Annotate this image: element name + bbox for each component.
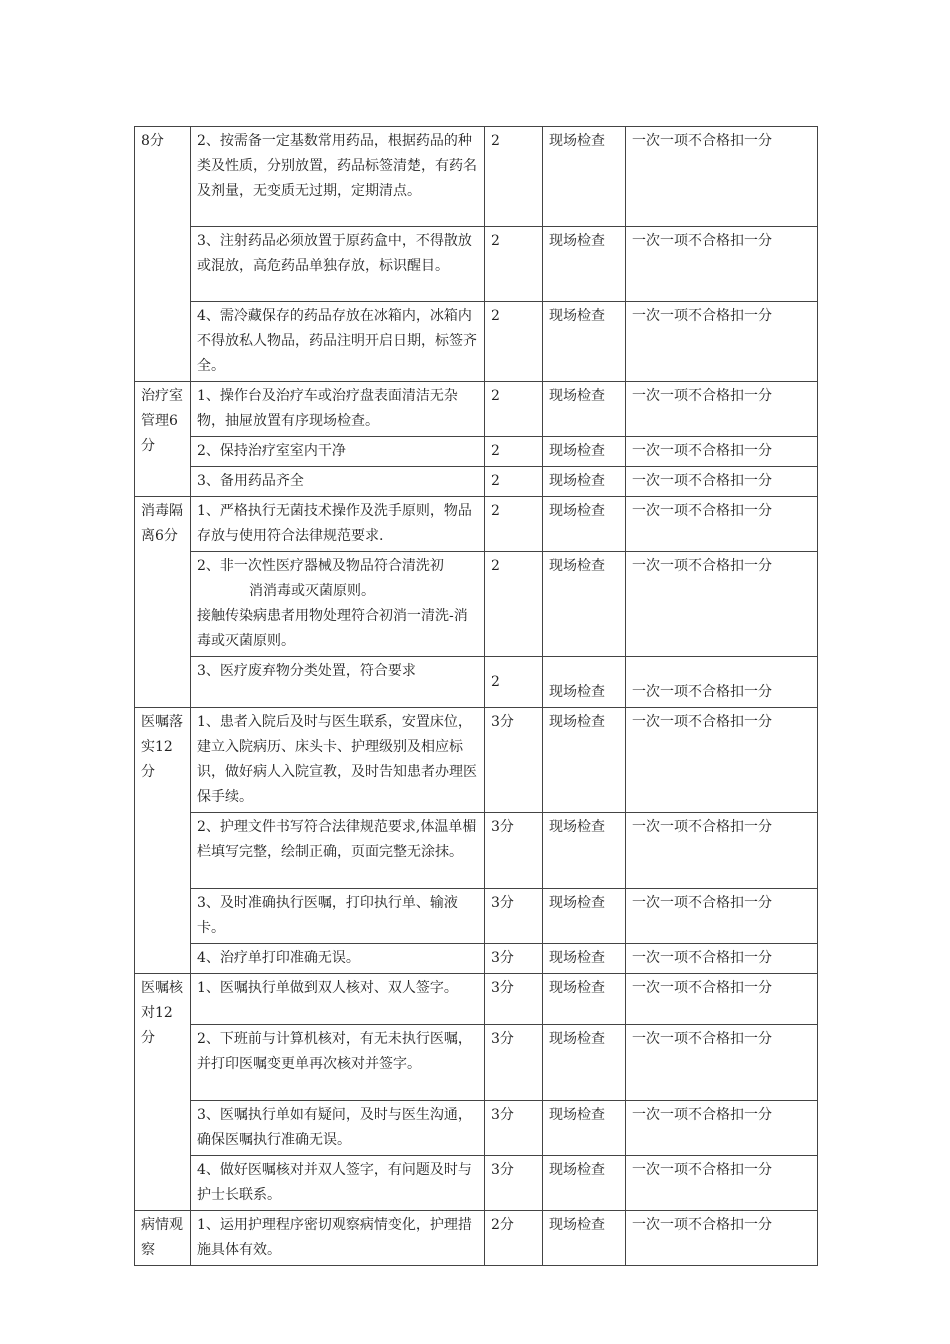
criteria-cell: 2、下班前与计算机核对，有无未执行医嘱，并打印医嘱变更单再次核对并签字。 bbox=[191, 1025, 485, 1101]
criteria-cell: 3、医嘱执行单如有疑问，及时与医生沟通，确保医嘱执行准确无误。 bbox=[191, 1101, 485, 1156]
criteria-cell: 4、治疗单打印准确无误。 bbox=[191, 944, 485, 974]
deduction-cell: 一次一项不合格扣一分 bbox=[626, 889, 818, 944]
method-cell: 现场检查 bbox=[543, 944, 626, 974]
criteria-cell: 1、运用护理程序密切观察病情变化，护理措施具体有效。 bbox=[191, 1211, 485, 1266]
criteria-cell: 3、注射药品必须放置于原药盒中，不得散放或混放，高危药品单独存放，标识醒目。 bbox=[191, 227, 485, 302]
deduction-cell: 一次一项不合格扣一分 bbox=[626, 552, 818, 657]
deduction-cell: 一次一项不合格扣一分 bbox=[626, 497, 818, 552]
method-cell: 现场检查 bbox=[543, 1101, 626, 1156]
criteria-cell bbox=[191, 552, 485, 657]
table-row bbox=[135, 1101, 818, 1156]
deduction-cell: 一次一项不合格扣一分 bbox=[626, 227, 818, 302]
category-cell: 治疗室管理6分 bbox=[135, 382, 191, 497]
method-cell: 现场检查 bbox=[543, 302, 626, 382]
score-cell: 3分 bbox=[485, 1025, 543, 1101]
category-cell: 消毒隔离6分 bbox=[135, 497, 191, 708]
criteria-line: 接触传染病患者用物处理符合初消一清洗-消毒或灭菌原则。 bbox=[197, 608, 468, 649]
method-cell: 现场检查 bbox=[543, 657, 626, 708]
method-cell: 现场检查 bbox=[543, 974, 626, 1025]
deduction-cell: 一次一项不合格扣一分 bbox=[626, 1101, 818, 1156]
category-cell: 病情观察 bbox=[135, 1211, 191, 1266]
score-cell: 3分 bbox=[485, 1156, 543, 1211]
score-cell: 2 bbox=[485, 552, 543, 657]
score-cell: 3分 bbox=[485, 974, 543, 1025]
score-cell: 2 bbox=[485, 657, 543, 708]
table-row bbox=[135, 497, 818, 552]
criteria-cell: 3、及时准确执行医嘱，打印执行单、输液卡。 bbox=[191, 889, 485, 944]
table-row bbox=[135, 708, 818, 813]
table-row bbox=[135, 437, 818, 467]
score-cell: 2 bbox=[485, 127, 543, 227]
criteria-cell: 2、按需备一定基数常用药品，根据药品的种类及性质，分别放置，药品标签清楚，有药名及剂量，无变质无过期，定期清点。 bbox=[191, 127, 485, 227]
method-cell: 现场检查 bbox=[543, 1025, 626, 1101]
deduction-cell: 一次一项不合格扣一分 bbox=[626, 382, 818, 437]
table-row bbox=[135, 552, 818, 657]
deduction-cell: 一次一项不合格扣一分 bbox=[626, 813, 818, 889]
method-cell: 现场检查 bbox=[543, 1156, 626, 1211]
score-cell: 3分 bbox=[485, 944, 543, 974]
score-cell: 2分 bbox=[485, 1211, 543, 1266]
criteria-cell: 2、保持治疗室室内干净 bbox=[191, 437, 485, 467]
deduction-cell: 一次一项不合格扣一分 bbox=[626, 944, 818, 974]
table-row bbox=[135, 1156, 818, 1211]
score-cell: 2 bbox=[485, 497, 543, 552]
criteria-line: 2、非一次性医疗器械及物品符合清洗初 bbox=[197, 558, 444, 574]
score-cell: 3分 bbox=[485, 708, 543, 813]
method-cell: 现场检查 bbox=[543, 437, 626, 467]
method-cell: 现场检查 bbox=[543, 497, 626, 552]
deduction-cell: 一次一项不合格扣一分 bbox=[626, 437, 818, 467]
table-row bbox=[135, 813, 818, 889]
category-cell: 8分 bbox=[135, 127, 191, 382]
criteria-line: 消消毒或灭菌原则。 bbox=[249, 583, 375, 599]
table-row bbox=[135, 657, 818, 708]
score-cell: 2 bbox=[485, 227, 543, 302]
deduction-cell: 一次一项不合格扣一分 bbox=[626, 467, 818, 497]
table-row bbox=[135, 227, 818, 302]
criteria-cell: 3、备用药品齐全 bbox=[191, 467, 485, 497]
criteria-cell: 1、严格执行无菌技术操作及洗手原则，物品存放与使用符合法律规范要求. bbox=[191, 497, 485, 552]
method-cell: 现场检查 bbox=[543, 467, 626, 497]
criteria-cell: 3、医疗废弃物分类处置，符合要求 bbox=[191, 657, 485, 708]
table-row bbox=[135, 302, 818, 382]
evaluation-table bbox=[134, 126, 818, 1266]
method-cell: 现场检查 bbox=[543, 1211, 626, 1266]
table-row bbox=[135, 944, 818, 974]
method-cell: 现场检查 bbox=[543, 227, 626, 302]
table-row bbox=[135, 1025, 818, 1101]
score-cell: 2 bbox=[485, 302, 543, 382]
score-cell: 3分 bbox=[485, 1101, 543, 1156]
score-cell: 2 bbox=[485, 467, 543, 497]
deduction-cell: 一次一项不合格扣一分 bbox=[626, 657, 818, 708]
table-row bbox=[135, 382, 818, 437]
criteria-cell: 1、操作台及治疗车或治疗盘表面清洁无杂物，抽屉放置有序现场检查。 bbox=[191, 382, 485, 437]
table-row bbox=[135, 1211, 818, 1266]
criteria-cell: 4、需冷藏保存的药品存放在冰箱内，冰箱内不得放私人物品，药品注明开启日期，标签齐全。 bbox=[191, 302, 485, 382]
deduction-cell: 一次一项不合格扣一分 bbox=[626, 974, 818, 1025]
criteria-cell: 1、患者入院后及时与医生联系，安置床位，建立入院病历、床头卡、护理级别及相应标识，做好病人入院宣教，及时告知患者办理医保手续。 bbox=[191, 708, 485, 813]
method-cell: 现场检查 bbox=[543, 889, 626, 944]
criteria-cell: 2、护理文件书写符合法律规范要求,体温单楣栏填写完整，绘制正确，页面完整无涂抹。 bbox=[191, 813, 485, 889]
criteria-cell: 1、医嘱执行单做到双人核对、双人签字。 bbox=[191, 974, 485, 1025]
method-cell: 现场检查 bbox=[543, 127, 626, 227]
score-cell: 3分 bbox=[485, 813, 543, 889]
score-cell: 3分 bbox=[485, 889, 543, 944]
method-cell: 现场检查 bbox=[543, 813, 626, 889]
method-cell: 现场检查 bbox=[543, 552, 626, 657]
method-cell: 现场检查 bbox=[543, 708, 626, 813]
method-cell: 现场检查 bbox=[543, 382, 626, 437]
deduction-cell: 一次一项不合格扣一分 bbox=[626, 1156, 818, 1211]
deduction-cell: 一次一项不合格扣一分 bbox=[626, 127, 818, 227]
score-cell: 2 bbox=[485, 437, 543, 467]
table-row bbox=[135, 974, 818, 1025]
deduction-cell: 一次一项不合格扣一分 bbox=[626, 302, 818, 382]
category-cell: 医嘱核对12分 bbox=[135, 974, 191, 1211]
deduction-cell: 一次一项不合格扣一分 bbox=[626, 1025, 818, 1101]
table-row bbox=[135, 127, 818, 227]
table-row bbox=[135, 889, 818, 944]
score-cell: 2 bbox=[485, 382, 543, 437]
deduction-cell: 一次一项不合格扣一分 bbox=[626, 708, 818, 813]
category-cell: 医嘱落实12分 bbox=[135, 708, 191, 974]
deduction-cell: 一次一项不合格扣一分 bbox=[626, 1211, 818, 1266]
criteria-cell: 4、做好医嘱核对并双人签字，有问题及时与护士长联系。 bbox=[191, 1156, 485, 1211]
table-row bbox=[135, 467, 818, 497]
